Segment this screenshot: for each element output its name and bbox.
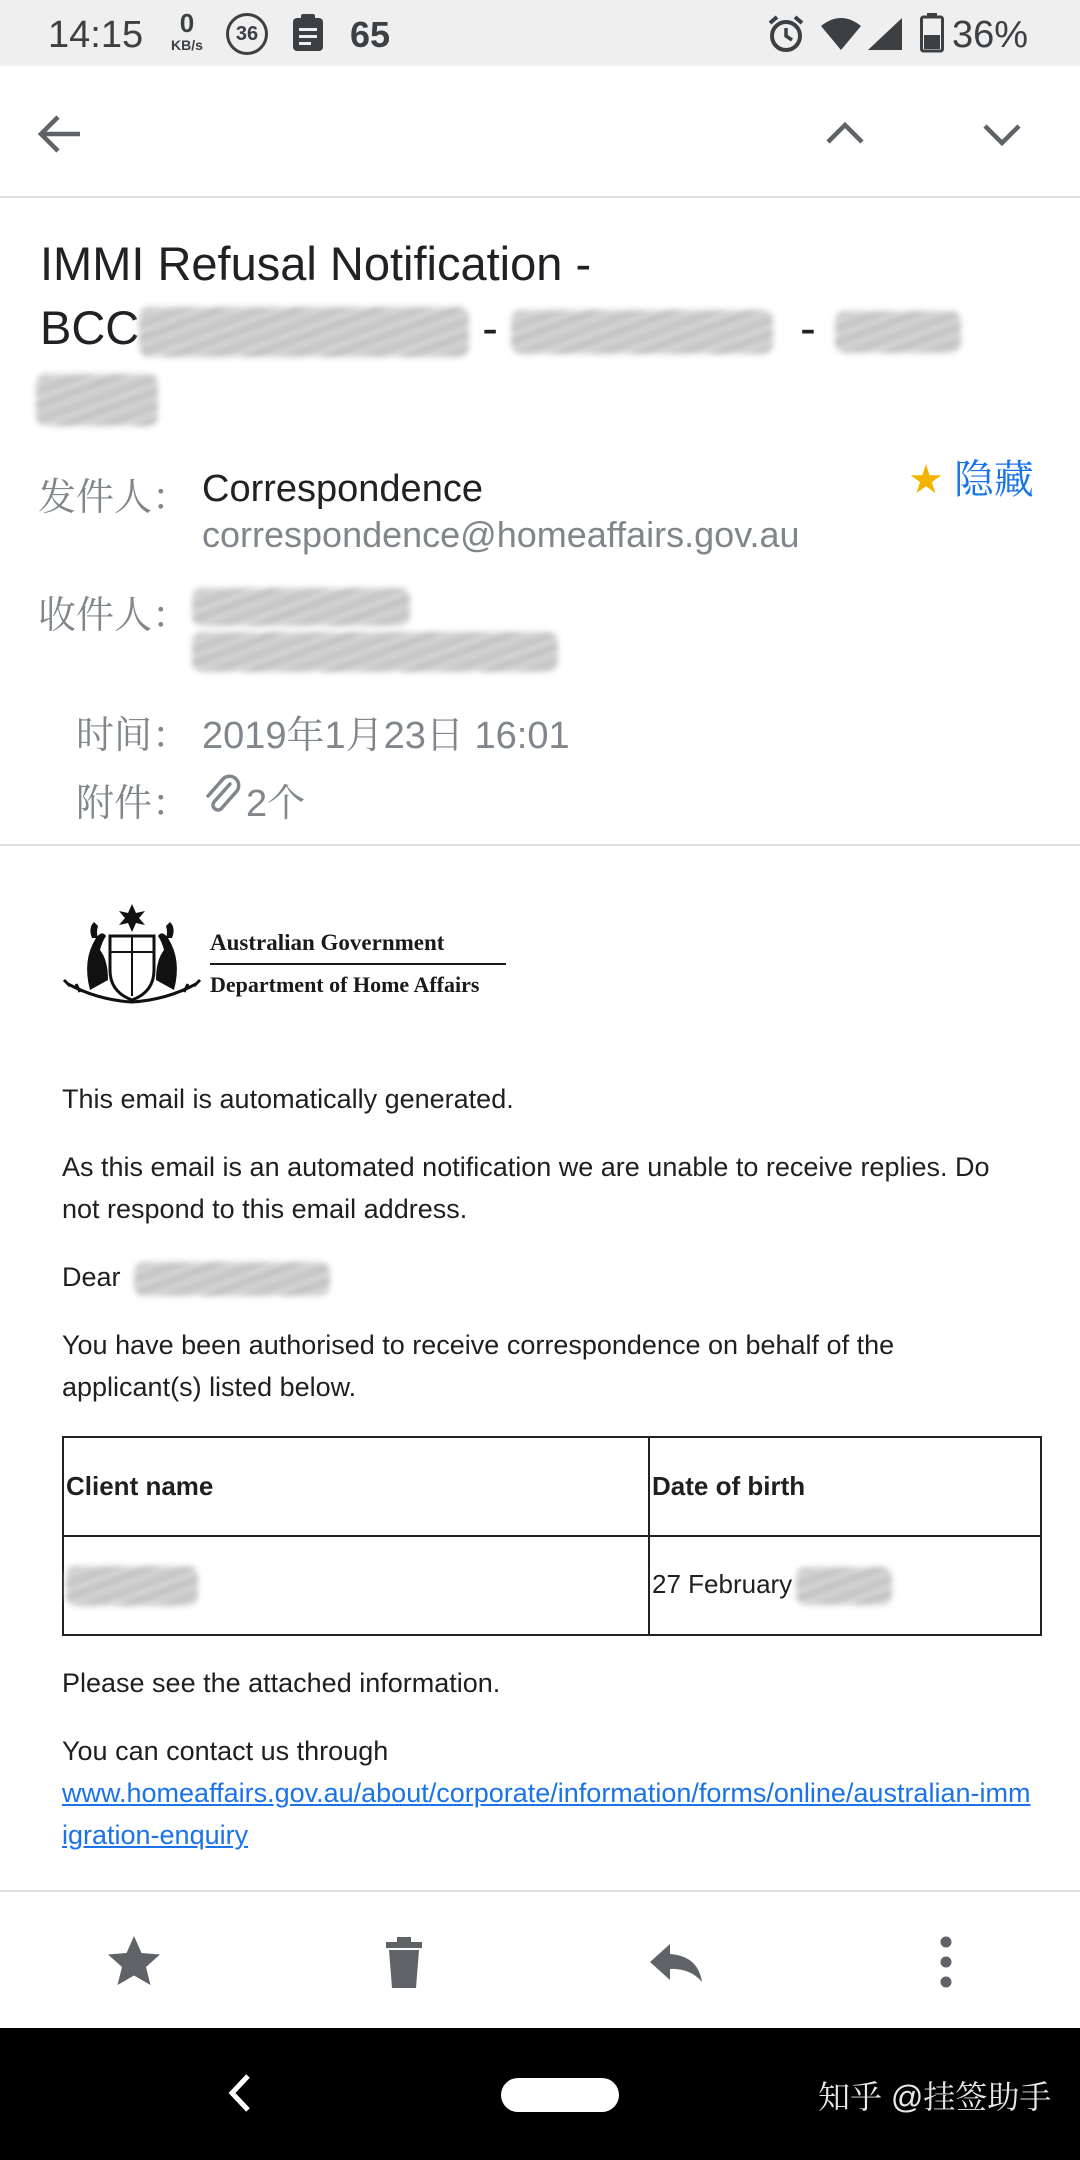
dob-value: 27 February [652, 1568, 793, 1599]
trash-icon[interactable] [374, 1932, 434, 1992]
alarm-icon [766, 14, 806, 59]
star-icon: ★ [908, 458, 944, 502]
logo-text-department: Department of Home Affairs [210, 972, 480, 997]
table-header-row [63, 1437, 1041, 1536]
redacted-block [139, 307, 469, 357]
subject-line-2 [40, 296, 1040, 360]
logo-divider [210, 963, 506, 965]
battery-percent: 36% [952, 14, 1029, 56]
subject-prefix: BCC [40, 301, 140, 354]
notification-badge-icon: 36 [226, 13, 268, 55]
subject-separator: - [800, 301, 816, 354]
arrow-left-icon[interactable] [30, 104, 90, 164]
hide-label: 隐藏 [953, 458, 1034, 502]
contact-text: You can contact us through [62, 1736, 389, 1766]
para-contact [62, 1730, 1032, 1856]
watermark-text: 知乎 @挂签助手 [818, 2079, 1052, 2115]
email-subject [40, 232, 1040, 428]
redacted-name [134, 1262, 330, 1296]
redacted-year [796, 1567, 892, 1605]
network-speed [164, 10, 210, 52]
salutation [62, 1256, 1032, 1298]
redacted-block [36, 374, 158, 426]
to-label: 收件人： [38, 595, 191, 637]
chevron-down-icon[interactable] [972, 104, 1032, 164]
star-icon[interactable] [104, 1932, 164, 1992]
network-speed-unit: KB/s [171, 37, 203, 53]
redacted-block [835, 311, 961, 353]
col-dob-header: Date of birth [649, 1437, 1041, 1536]
para-automatic: This email is automatically generated. [62, 1084, 514, 1114]
attachment-label: 附件： [76, 783, 191, 825]
network-speed-value: 0 [179, 8, 195, 38]
client-name-cell [63, 1536, 649, 1635]
from-label: 发件人： [38, 477, 191, 519]
sender-name[interactable]: Correspondence [202, 468, 483, 510]
redacted-client-name [66, 1566, 198, 1606]
chevron-up-icon[interactable] [815, 104, 875, 164]
redacted-block [511, 310, 773, 354]
para-authorised: You have been authorised to receive correspondence on behalf of the applicant(s) listed below. [62, 1330, 895, 1402]
dear-text: Dear [62, 1262, 121, 1292]
bottom-action-bar [0, 1890, 1080, 2028]
system-nav-bar [0, 2028, 1080, 2160]
logo-text-government: Australian Government [210, 930, 445, 955]
nav-home-pill[interactable] [501, 2078, 619, 2112]
header-divider [0, 844, 1080, 846]
col-client-name-header: Client name [63, 1437, 649, 1536]
top-app-bar [0, 66, 1080, 198]
subject-separator: - [482, 301, 498, 354]
subject-line-3 [36, 364, 1040, 428]
dob-cell [649, 1536, 1041, 1635]
wifi-icon [820, 16, 862, 57]
client-table [62, 1436, 1042, 1636]
time-label: 时间： [76, 715, 191, 757]
redacted-recipient [192, 632, 558, 672]
para-no-reply: As this email is an automated notification we are unable to receive replies. Do not respond to this email address. [62, 1152, 990, 1224]
more-vert-icon[interactable] [916, 1932, 976, 1992]
paperclip-icon[interactable] [200, 772, 244, 821]
table-row [63, 1536, 1041, 1635]
sender-email[interactable]: correspondence@homeaffairs.gov.au [202, 514, 800, 555]
attachment-count[interactable]: 2个 [246, 783, 306, 825]
hide-details-button[interactable] [908, 448, 1034, 505]
nav-back-icon[interactable] [222, 2068, 258, 2123]
battery-icon [920, 13, 944, 58]
status-bar [0, 0, 1080, 66]
subject-line-1: IMMI Refusal Notification - [40, 237, 592, 290]
reply-icon[interactable] [646, 1932, 706, 1992]
notification-count: 65 [350, 14, 391, 55]
contact-link[interactable]: www.homeaffairs.gov.au/about/corporate/information/forms/online/australian-immigration-enquiry [62, 1778, 1031, 1850]
status-time: 14:15 [48, 14, 144, 56]
clipboard-icon [290, 13, 326, 58]
para-attached: Please see the attached information. [62, 1668, 501, 1698]
redacted-recipient [192, 588, 410, 626]
time-value: 2019年1月23日 16:01 [202, 715, 570, 757]
cell-signal-icon [866, 16, 904, 57]
